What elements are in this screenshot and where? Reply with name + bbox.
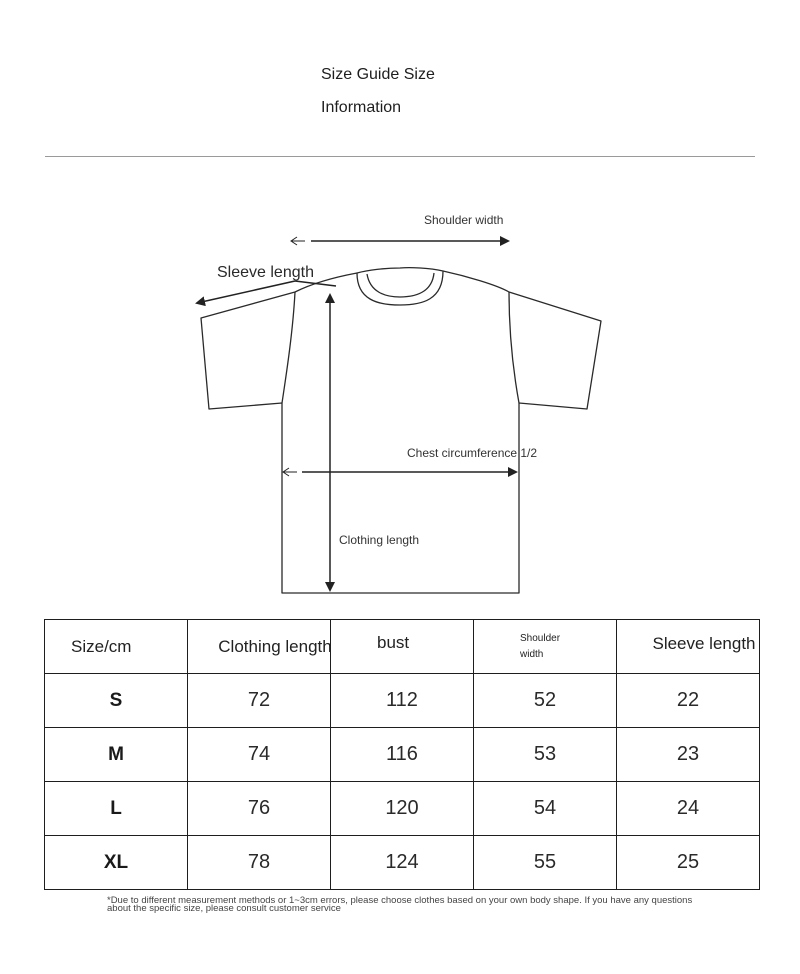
shoulder-width-label: Shoulder width xyxy=(424,213,504,227)
header-sleeve-length-text: Sleeve length xyxy=(652,633,756,653)
cell-sleeve-length: 22 xyxy=(617,674,760,728)
cell-size: L xyxy=(45,782,188,836)
sleeve-length-label: Sleeve length xyxy=(217,264,314,281)
cell-size: XL xyxy=(45,836,188,890)
cell-shoulder-width: 55 xyxy=(474,836,617,890)
clothing-length-label: Clothing length xyxy=(339,533,420,547)
title-line-2: Information xyxy=(321,99,402,116)
chest-arrow xyxy=(283,468,516,476)
footnote xyxy=(107,897,787,913)
table-row xyxy=(45,836,760,890)
header-clothing-length xyxy=(188,620,331,674)
cell-bust: 116 xyxy=(331,728,474,782)
cell-bust: 112 xyxy=(331,674,474,728)
header-bust-text: bust xyxy=(377,632,410,652)
header-clothing-length-text: Clothing length xyxy=(218,636,332,656)
cell-bust: 120 xyxy=(331,782,474,836)
table-header-row xyxy=(45,620,760,674)
cell-clothing-length: 78 xyxy=(188,836,331,890)
header-size: Size/cm xyxy=(45,620,188,674)
shoulder-width-arrow xyxy=(291,237,508,245)
cell-clothing-length: 72 xyxy=(188,674,331,728)
cell-shoulder-width: 54 xyxy=(474,782,617,836)
header-sleeve-length xyxy=(617,620,760,674)
footnote-line-1: *Due to different measurement methods or 1~3cm errors, please choose clothes based on your own body shape. If you have any questions xyxy=(107,895,693,906)
cell-size: S xyxy=(45,674,188,728)
cell-clothing-length: 76 xyxy=(188,782,331,836)
header-shoulder-line-2: width xyxy=(520,648,544,660)
cell-bust: 124 xyxy=(331,836,474,890)
table-row xyxy=(45,782,760,836)
title-line-1: Size Guide Size xyxy=(321,66,435,83)
cell-shoulder-width: 53 xyxy=(474,728,617,782)
cell-sleeve-length: 23 xyxy=(617,728,760,782)
header-bust xyxy=(331,620,474,674)
cell-sleeve-length: 24 xyxy=(617,782,760,836)
size-table xyxy=(44,619,760,890)
footnote-line-2: about the specific size, please consult customer service xyxy=(107,903,341,914)
header-shoulder-width xyxy=(474,620,617,674)
chest-circumference-label: Chest circumference 1/2 xyxy=(407,446,538,460)
cell-clothing-length: 74 xyxy=(188,728,331,782)
table-row xyxy=(45,728,760,782)
cell-sleeve-length: 25 xyxy=(617,836,760,890)
table-row xyxy=(45,674,760,728)
header-shoulder-line-1: Shoulder xyxy=(520,632,561,644)
cell-size: M xyxy=(45,728,188,782)
cell-shoulder-width: 52 xyxy=(474,674,617,728)
